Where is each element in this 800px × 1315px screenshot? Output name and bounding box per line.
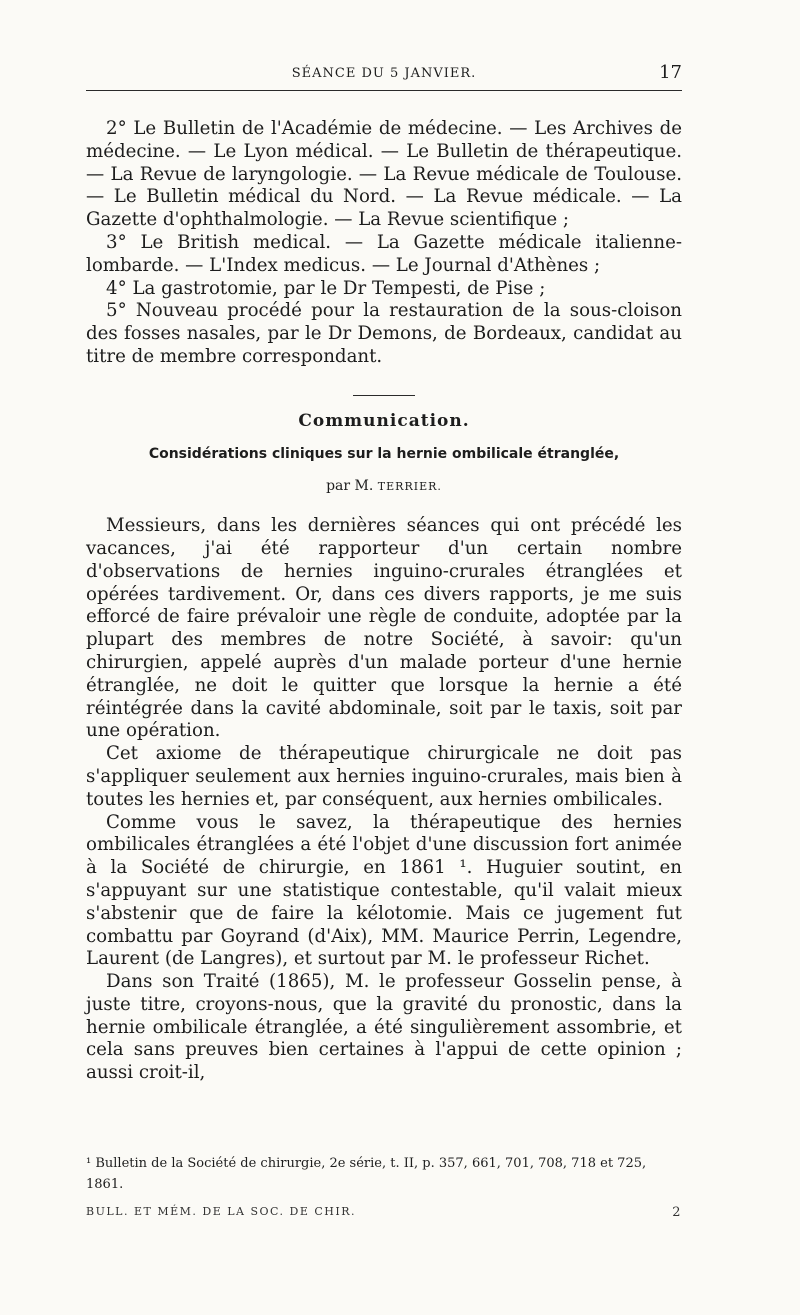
list-item: 3° Le British medical. — La Gazette médicale italienne-lombarde. — L'Index medicus. — Le Journal d'Athènes ; — [86, 231, 682, 276]
paragraph: Cet axiome de thérapeutique chirurgicale ne doit pas s'appliquer seulement aux hernies inguino-crurales, mais bien à toutes les hernies et, par conséquent, aux hernies ombilicales. — [86, 743, 682, 810]
paragraph: Dans son Traité (1865), M. le professeur Gosselin pense, à juste titre, croyons-nous, que la gravité du pronostic, dans la hernie ombilicale étranglée, a été singulièrement assombrie, et cela sans preuves bien certaines à l'appui de cette opinion ; aussi croit-il, — [86, 971, 682, 1084]
page-footer — [86, 1205, 682, 1218]
list-item: 4° La gastrotomie, par le Dr Tempesti, de Pise ; — [106, 277, 546, 299]
list-item: 5° Nouveau procédé pour la restauration de la sous-cloison des fosses nasales, par le Dr Demons, de Bordeaux, candidat au titre de membre correspondant. — [86, 300, 682, 367]
footnote: ¹ Bulletin de la Société de chirurgie, 2e série, t. II, p. 357, 661, 701, 708, 718 et 725, 1861. — [86, 1156, 647, 1192]
byline-author: TERRIER. — [377, 480, 442, 494]
paragraph: Messieurs, dans les dernières séances qui ont précédé les vacances, j'ai été rapporteur d'un certain nombre d'observations de hernies inguino-crurales étranglées et opérées tardivement. Or, dans ces divers rapports, je me suis efforcé de faire prévaloir une règle de conduite, adoptée par la plupart des membres de notre Société, à savoir: qu'un chirurgien, appelé auprès d'un malade porteur d'une hernie étranglée, ne doit le quitter que lorsque la hernie a été réintégrée dans la cavité abdominale, soit par le taxis, soit par une opération. — [86, 515, 682, 742]
list-item: 2° Le Bulletin de l'Académie de médecine. — Les Archives de médecine. — Le Lyon médical. — Le Bulletin de thérapeutique. — La Revue de laryngologie. — La Revue médicale de Toulouse. — Le Bulletin médical du Nord. — La Revue médicale. — La Gazette d'ophthalmologie. — La Revue scientifique ; — [86, 118, 682, 231]
page-header — [86, 62, 682, 91]
page-number: 17 — [659, 62, 682, 83]
journal-signature: BULL. ET MÉM. DE LA SOC. DE CHIR. — [86, 1205, 357, 1218]
paragraph: Comme vous le savez, la thérapeutique des hernies ombilicales étranglées a été l'objet d'une discussion fort animée à la Société de chirurgie, en 1861 ¹. Huguier soutint, en s'appuyant sur une statistique contestable, qu'il valait mieux s'abstenir que de faire la kélotomie. Mais ce jugement fut combattu par Goyrand (d'Aix), MM. Maurice Perrin, Legendre, Laurent (de Langres), et surtout par M. le professeur Richet. — [86, 811, 682, 970]
running-title: SÉANCE DU 5 JANVIER. — [291, 66, 477, 81]
byline — [86, 475, 682, 499]
body-text — [86, 118, 682, 1085]
article-title: Considérations cliniques sur la hernie ombilicale étranglée, — [148, 445, 620, 462]
byline-prefix: par M. — [326, 478, 374, 495]
section-divider — [353, 395, 415, 396]
section-title: Communication. — [298, 410, 470, 431]
gathering-signature: 2 — [672, 1205, 682, 1220]
